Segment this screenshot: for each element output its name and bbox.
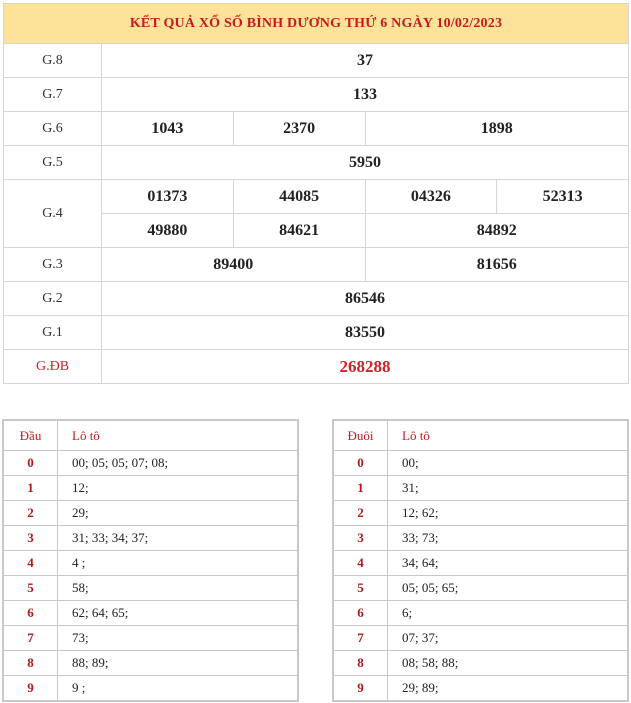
table-row bbox=[3, 651, 298, 676]
row-value: 88; 89; bbox=[58, 651, 299, 676]
row-key: 8 bbox=[333, 651, 388, 676]
prize-number: 133 bbox=[102, 78, 629, 112]
prize-number: 49880 bbox=[102, 214, 234, 248]
row-value: 34; 64; bbox=[388, 551, 629, 576]
row-value: 4 ; bbox=[58, 551, 299, 576]
header-value: Lô tô bbox=[58, 420, 299, 451]
row-key: 4 bbox=[333, 551, 388, 576]
row-value: 00; 05; 05; 07; 08; bbox=[58, 451, 299, 476]
table-row bbox=[3, 676, 298, 702]
table-row bbox=[3, 626, 298, 651]
prize-label: G.6 bbox=[4, 112, 102, 146]
row-key: 4 bbox=[3, 551, 58, 576]
row-key: 5 bbox=[333, 576, 388, 601]
row-key: 0 bbox=[3, 451, 58, 476]
table-row bbox=[3, 451, 298, 476]
row-key: 1 bbox=[3, 476, 58, 501]
table-row bbox=[3, 576, 298, 601]
table-row bbox=[333, 526, 628, 551]
header-value: Lô tô bbox=[388, 420, 629, 451]
prize-number: 1043 bbox=[102, 112, 234, 146]
row-value: 9 ; bbox=[58, 676, 299, 702]
row-key: 0 bbox=[333, 451, 388, 476]
table-header bbox=[3, 420, 298, 451]
row-value: 29; 89; bbox=[388, 676, 629, 702]
row-value: 31; 33; 34; 37; bbox=[58, 526, 299, 551]
prize-number: 84621 bbox=[233, 214, 365, 248]
row-key: 2 bbox=[333, 501, 388, 526]
prize-label: G.1 bbox=[4, 316, 102, 350]
prize-row-g7 bbox=[4, 78, 629, 112]
header-key: Đầu bbox=[3, 420, 58, 451]
row-value: 73; bbox=[58, 626, 299, 651]
table-row bbox=[3, 476, 298, 501]
row-key: 7 bbox=[3, 626, 58, 651]
table-row bbox=[333, 626, 628, 651]
results-table bbox=[3, 3, 629, 384]
row-value: 05; 05; 65; bbox=[388, 576, 629, 601]
prize-number: 37 bbox=[102, 44, 629, 78]
prize-label: G.5 bbox=[4, 146, 102, 180]
row-value: 07; 37; bbox=[388, 626, 629, 651]
prize-row-g6 bbox=[4, 112, 629, 146]
table-row bbox=[333, 451, 628, 476]
row-value: 08; 58; 88; bbox=[388, 651, 629, 676]
prize-number: 84892 bbox=[365, 214, 629, 248]
special-prize-number: 268288 bbox=[102, 350, 629, 384]
prize-row-g3 bbox=[4, 248, 629, 282]
row-value: 12; bbox=[58, 476, 299, 501]
prize-label: G.ĐB bbox=[4, 350, 102, 384]
row-value: 33; 73; bbox=[388, 526, 629, 551]
table-row bbox=[333, 551, 628, 576]
prize-number: 81656 bbox=[365, 248, 629, 282]
prize-label: G.4 bbox=[4, 180, 102, 248]
prize-number: 44085 bbox=[233, 180, 365, 214]
row-key: 8 bbox=[3, 651, 58, 676]
table-row bbox=[333, 676, 628, 702]
table-row bbox=[3, 501, 298, 526]
row-key: 9 bbox=[3, 676, 58, 702]
prize-row-g8 bbox=[4, 44, 629, 78]
row-value: 29; bbox=[58, 501, 299, 526]
prize-number: 5950 bbox=[102, 146, 629, 180]
prize-label: G.7 bbox=[4, 78, 102, 112]
table-row bbox=[333, 501, 628, 526]
prize-number: 89400 bbox=[102, 248, 366, 282]
table-row bbox=[333, 651, 628, 676]
prize-row-special bbox=[4, 350, 629, 384]
row-key: 6 bbox=[333, 601, 388, 626]
prize-number: 86546 bbox=[102, 282, 629, 316]
title-row bbox=[4, 4, 629, 44]
row-value: 12; 62; bbox=[388, 501, 629, 526]
dau-table bbox=[2, 419, 299, 702]
table-row bbox=[333, 476, 628, 501]
row-value: 62; 64; 65; bbox=[58, 601, 299, 626]
page-title: KẾT QUẢ XỔ SỐ BÌNH DƯƠNG THỨ 6 NGÀY 10/02/2023 bbox=[4, 4, 629, 44]
table-header bbox=[333, 420, 628, 451]
prize-row-g1 bbox=[4, 316, 629, 350]
row-key: 2 bbox=[3, 501, 58, 526]
row-key: 1 bbox=[333, 476, 388, 501]
row-value: 58; bbox=[58, 576, 299, 601]
table-row bbox=[3, 601, 298, 626]
row-value: 31; bbox=[388, 476, 629, 501]
prize-number: 01373 bbox=[102, 180, 234, 214]
row-key: 5 bbox=[3, 576, 58, 601]
row-value: 00; bbox=[388, 451, 629, 476]
row-key: 9 bbox=[333, 676, 388, 702]
table-row bbox=[333, 601, 628, 626]
table-row bbox=[3, 526, 298, 551]
row-key: 7 bbox=[333, 626, 388, 651]
prize-row-g4 bbox=[4, 180, 629, 214]
row-key: 6 bbox=[3, 601, 58, 626]
table-row bbox=[3, 551, 298, 576]
row-value: 6; bbox=[388, 601, 629, 626]
prize-number: 1898 bbox=[365, 112, 629, 146]
prize-number: 2370 bbox=[233, 112, 365, 146]
prize-label: G.8 bbox=[4, 44, 102, 78]
prize-label: G.3 bbox=[4, 248, 102, 282]
prize-number: 52313 bbox=[497, 180, 629, 214]
header-key: Đuôi bbox=[333, 420, 388, 451]
prize-number: 83550 bbox=[102, 316, 629, 350]
duoi-table bbox=[332, 419, 629, 702]
table-row bbox=[333, 576, 628, 601]
row-key: 3 bbox=[333, 526, 388, 551]
prize-row-g5 bbox=[4, 146, 629, 180]
prize-row-g2 bbox=[4, 282, 629, 316]
prize-label: G.2 bbox=[4, 282, 102, 316]
row-key: 3 bbox=[3, 526, 58, 551]
prize-number: 04326 bbox=[365, 180, 497, 214]
